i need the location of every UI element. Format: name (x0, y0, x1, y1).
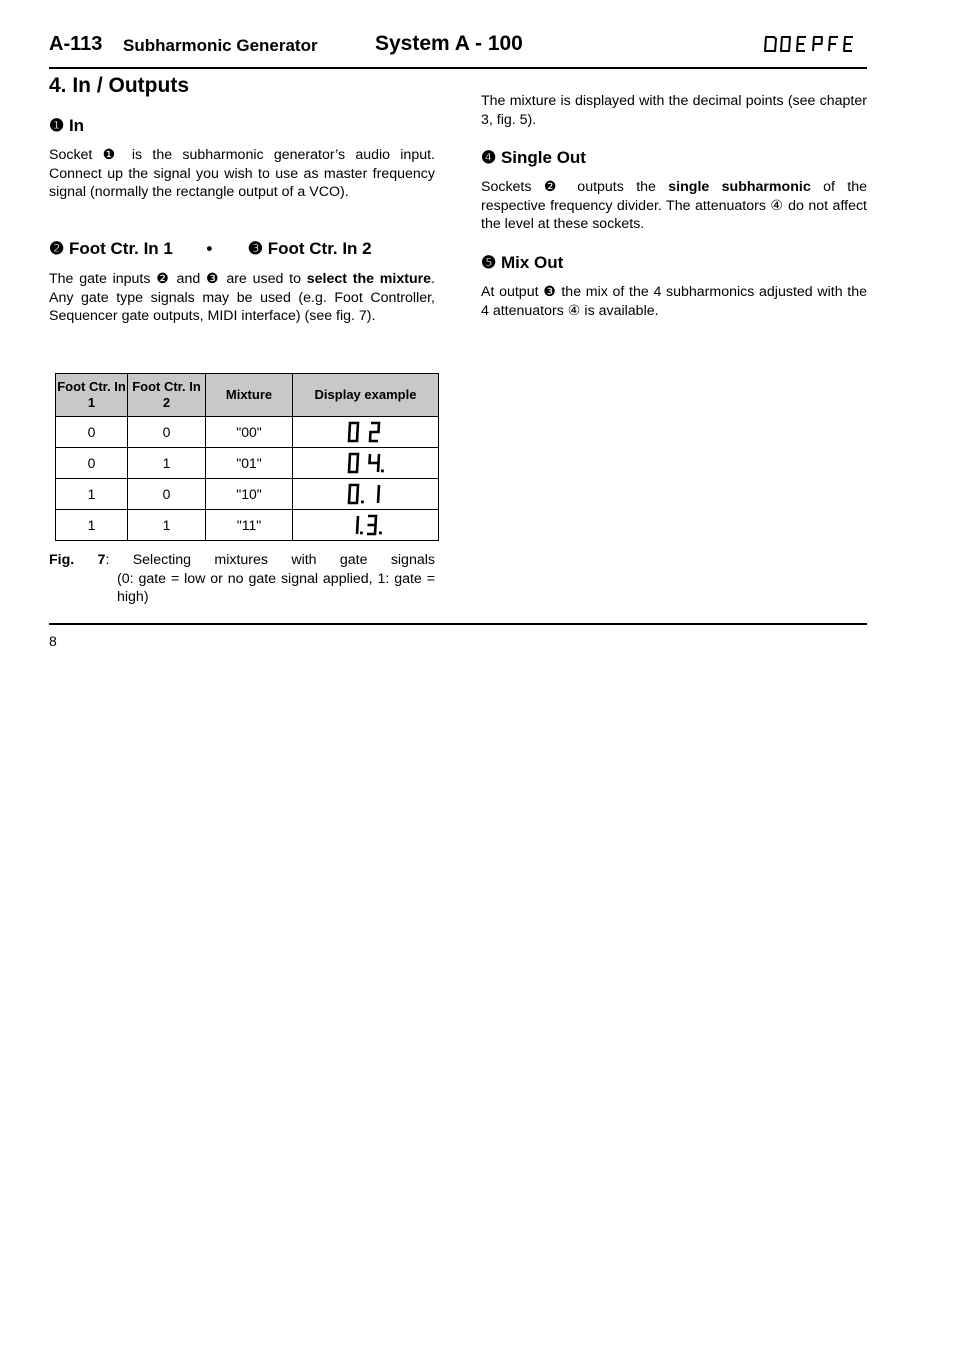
figure-caption-line1: : Selecting mixtures with gate signals (105, 552, 435, 568)
cell-mixture: "10" (206, 479, 293, 510)
figure-caption-rest: (0: gate = low or no gate signal applied, 1: gate = high) (117, 570, 435, 606)
heading-single-out: ❹ Single Out (481, 148, 586, 167)
table-row (56, 479, 439, 510)
seven-segment-display-1-3 (346, 514, 386, 536)
figure-label: Fig. 7 (49, 552, 106, 568)
cell-in1: 1 (56, 479, 128, 510)
heading-foot-ctr-1: ❷ Foot Ctr. In 1 (49, 239, 173, 258)
heading-in: ❶ In (49, 116, 85, 135)
cell-mixture: "11" (206, 510, 293, 541)
cell-in2: 0 (128, 417, 206, 448)
seven-segment-display-04 (346, 452, 386, 474)
seven-segment-display-02 (346, 421, 386, 443)
header-rule (49, 67, 867, 69)
table-row (56, 417, 439, 448)
paragraph-in: Socket ❶ is the subharmonic generator’s audio input. Connect up the signal you wish to use as master frequency signal (normally the rectangle output of a VCO). (49, 147, 435, 201)
cell-in1: 0 (56, 417, 128, 448)
footer-rule (49, 623, 867, 625)
header-model: A-113 (49, 33, 103, 55)
heading-bullet: • (206, 239, 213, 258)
cell-mixture: "00" (206, 417, 293, 448)
table-row (56, 510, 439, 541)
section-title: 4. In / Outputs (49, 74, 189, 97)
page-number: 8 (49, 633, 57, 649)
cell-display (293, 479, 439, 510)
cell-in2: 0 (128, 479, 206, 510)
header-system: System A - 100 (375, 32, 523, 55)
paragraph-single-out: Sockets ❷ outputs the single subharmonic of the respective frequency divider. The attenuators ④ do not affect the level at these sockets. (481, 179, 867, 233)
mixture-table (55, 373, 439, 541)
cell-display (293, 448, 439, 479)
cell-in2: 1 (128, 448, 206, 479)
cell-display (293, 510, 439, 541)
cell-in2: 1 (128, 510, 206, 541)
heading-mix-out: ❺ Mix Out (481, 253, 564, 272)
figure-caption (49, 551, 435, 610)
col-header-in2: Foot Ctr. In 2 (128, 374, 206, 417)
col-header-in1: Foot Ctr. In 1 (56, 374, 128, 417)
col-header-display: Display example (293, 374, 439, 417)
paragraph-mixture-display: The mixture is displayed with the decimal points (see chapter 3, fig. 5). (481, 93, 867, 128)
paragraph-foot-ctr: The gate inputs ❷ and ❸ are used to select the mixture. Any gate type signals may be used (e.g. Foot Controller, Sequencer gate outputs, MIDI interface) (see fig. 7). (49, 271, 435, 325)
paragraph-mix-out: At output ❸ the mix of the 4 subharmonics adjusted with the 4 attenuators ④ is available. (481, 284, 867, 319)
seven-segment-display-0-1 (346, 483, 386, 505)
header-subtitle: Subharmonic Generator (123, 36, 318, 55)
cell-mixture: "01" (206, 448, 293, 479)
heading-foot-ctr (49, 239, 449, 259)
col-header-mixture: Mixture (206, 374, 293, 417)
cell-in1: 1 (56, 510, 128, 541)
cell-display (293, 417, 439, 448)
heading-foot-ctr-2: ❸ Foot Ctr. In 2 (247, 239, 372, 258)
doepfer-logo (762, 33, 862, 55)
table-row (56, 448, 439, 479)
table-header-row (56, 374, 439, 417)
cell-in1: 0 (56, 448, 128, 479)
